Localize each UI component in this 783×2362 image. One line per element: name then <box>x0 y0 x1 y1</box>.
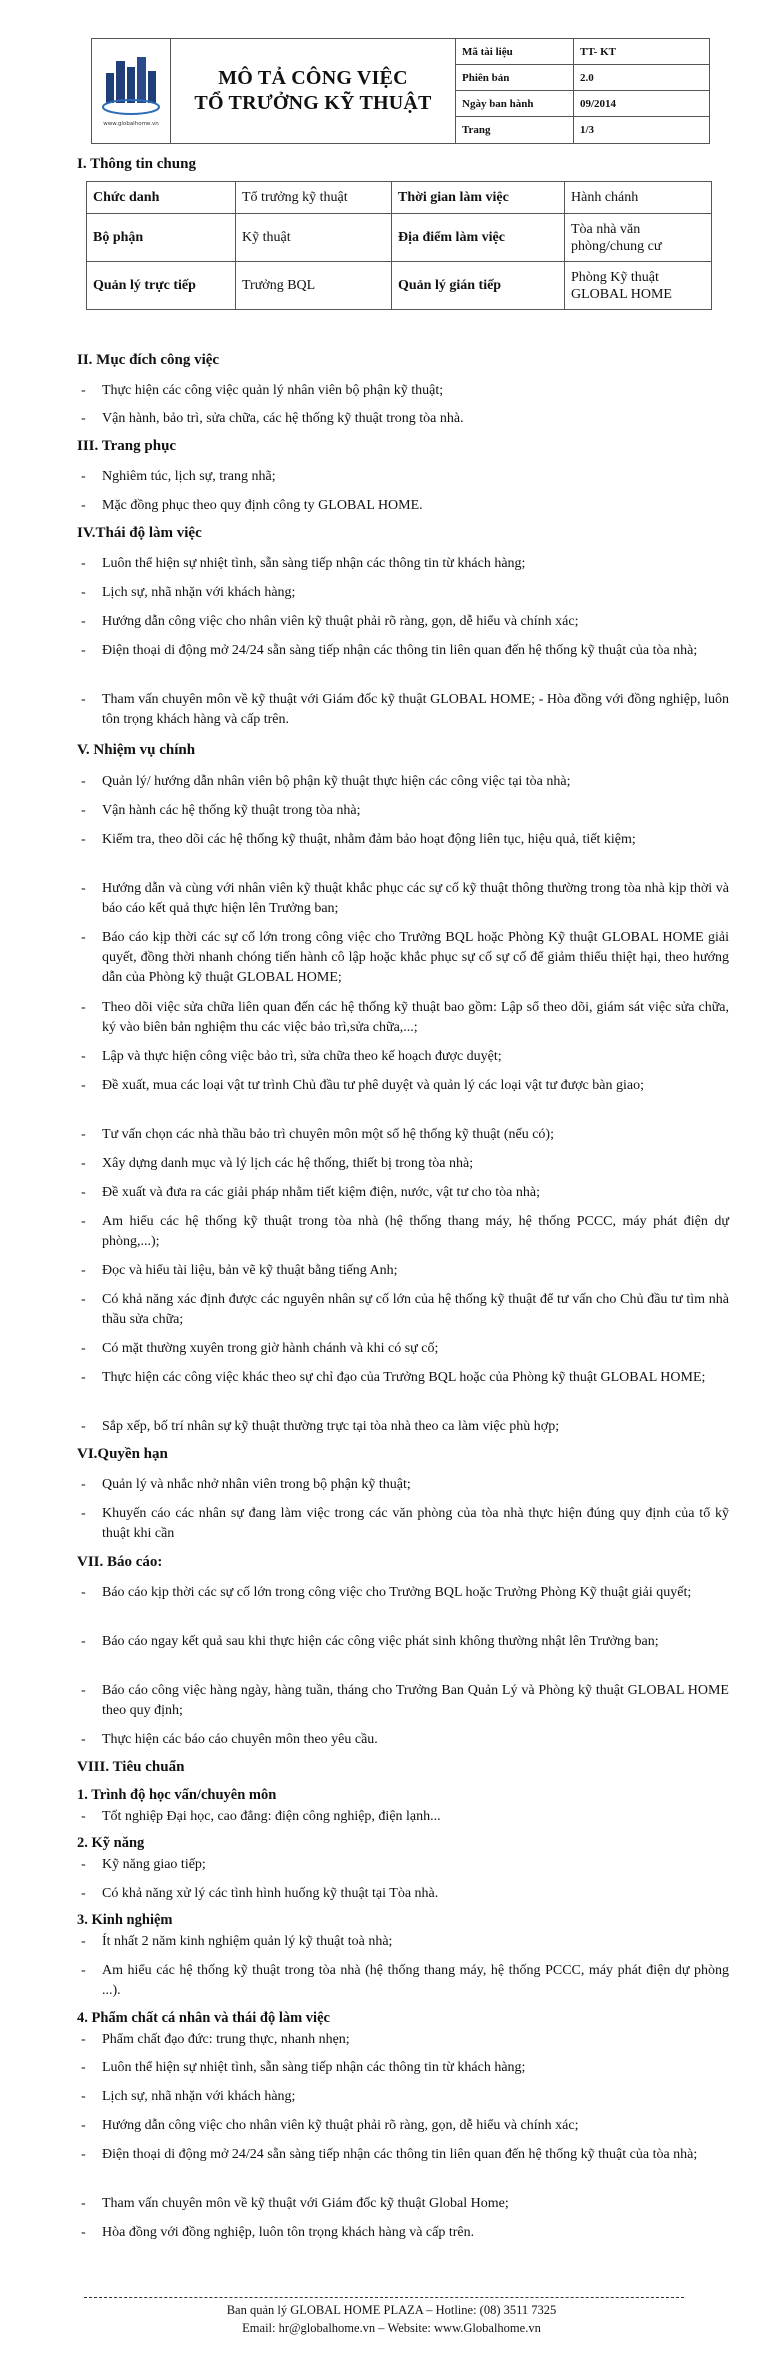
list-item: - Vận hành các hệ thống kỹ thuật trong tòa nhà; <box>81 803 361 818</box>
meta-value: TT- KT <box>574 39 709 65</box>
list-item: - Theo dõi việc sửa chữa liên quan đến các hệ thống kỹ thuật bao gồm: Lập sổ theo dõi, giám sát việc sửa chữa, ký vào biên bản nghiệm thu các việc bảo trì,sửa chữa,...; <box>81 1000 729 1035</box>
list-item: - Điện thoại di động mở 24/24 sẵn sàng tiếp nhận các thông tin liên quan đến hệ thống kỹ thuật của tòa nhà; <box>81 643 698 658</box>
footer-divider <box>84 2297 684 2298</box>
label-department: Bộ phận <box>87 214 236 262</box>
list-item: - Hướng dẫn công việc cho nhân viên kỹ thuật phải rõ ràng, gọn, dễ hiểu và chính xác; <box>81 614 579 629</box>
list-item: - Am hiểu các hệ thống kỹ thuật trong tòa nhà (hệ thống thang máy, hệ thống PCCC, máy phát điện dự phòng ...). <box>81 1963 729 1998</box>
standards-skills-title: 2. Kỹ năng <box>77 1835 145 1851</box>
list-item: - Đề xuất và đưa ra các giải pháp nhằm tiết kiệm điện, nước, vật tư cho tòa nhà; <box>81 1185 540 1200</box>
value-work-location: Tòa nhà văn phòng/chung cư <box>565 214 712 262</box>
meta-key: Trang <box>456 117 574 143</box>
document-meta-table <box>456 39 709 143</box>
document-header <box>91 38 710 144</box>
list-item: - Sắp xếp, bố trí nhân sự kỹ thuật thường trực tại tòa nhà theo ca làm việc phù hợp; <box>81 1419 560 1434</box>
svg-text:www.globalhome.vn: www.globalhome.vn <box>103 121 159 127</box>
company-logo <box>92 39 171 143</box>
list-item: - Có mặt thường xuyên trong giờ hành chánh và khi có sự cố; <box>81 1341 439 1356</box>
meta-value: 2.0 <box>574 65 709 91</box>
list-item: - Thực hiện các công việc khác theo sự chỉ đạo của Trưởng BQL hoặc của Phòng kỹ thuật GLOBAL HOME; <box>81 1370 706 1385</box>
footer-contact: Email: hr@globalhome.vn – Website: www.Globalhome.vn <box>242 2321 541 2335</box>
list-item: - Nghiêm túc, lịch sự, trang nhã; <box>81 469 276 484</box>
meta-key: Phiên bản <box>456 65 574 91</box>
label-work-location: Địa điểm làm việc <box>392 214 565 262</box>
general-info-table <box>86 181 712 310</box>
list-item: - Đọc và hiểu tài liệu, bản vẽ kỹ thuật bằng tiếng Anh; <box>81 1263 398 1278</box>
list-item: - Kỹ năng giao tiếp; <box>81 1857 206 1872</box>
list-item: - Am hiểu các hệ thống kỹ thuật trong tòa nhà (hệ thống thang máy, hệ thống PCCC, máy phát điện dự phòng,...); <box>81 1214 729 1249</box>
section-main-duties-title: V. Nhiệm vụ chính <box>77 742 196 758</box>
list-item: - Tư vấn chọn các nhà thầu bảo trì chuyên môn một số hệ thống kỹ thuật (nếu có); <box>81 1127 554 1142</box>
list-item: - Báo cáo ngay kết quả sau khi thực hiện các công việc phát sinh không thường nhật lên Trưởng ban; <box>81 1634 659 1649</box>
list-item: - Thực hiện các công việc quản lý nhân viên bộ phận kỹ thuật; <box>81 383 444 398</box>
list-item: - Luôn thể hiện sự nhiệt tình, sẵn sàng tiếp nhận các thông tin từ khách hàng; <box>81 556 526 571</box>
meta-key: Mã tài liệu <box>456 39 574 65</box>
list-item: - Xây dựng danh mục và lý lịch các hệ thống, thiết bị trong tòa nhà; <box>81 1156 474 1171</box>
title-line-1: MÔ TẢ CÔNG VIỆC <box>218 67 408 89</box>
label-working-time: Thời gian làm việc <box>392 182 565 214</box>
value-working-time: Hành chánh <box>565 182 712 214</box>
section-general-info-title: I. Thông tin chung <box>77 156 196 172</box>
document-title <box>171 39 456 143</box>
value-direct-manager: Trưởng BQL <box>236 262 392 310</box>
list-item: - Khuyến cáo các nhân sự đang làm việc trong các văn phòng của tòa nhà thực hiện đúng quy định của tổ kỹ thuật khi cần <box>81 1506 729 1541</box>
list-item: - Báo cáo kịp thời các sự cố lớn trong công việc cho Trưởng BQL hoặc Trưởng Phòng Kỹ thuật giải quyết; <box>81 1585 692 1600</box>
standards-personal-title: 4. Phẩm chất cá nhân và thái độ làm việc <box>77 2010 330 2026</box>
label-indirect-manager: Quản lý gián tiếp <box>392 262 565 310</box>
value-job-title: Tổ trưởng kỹ thuật <box>236 182 392 214</box>
list-item: - Hướng dẫn công việc cho nhân viên kỹ thuật phải rõ ràng, gọn, dễ hiểu và chính xác; <box>81 2118 579 2133</box>
list-item: - Tham vấn chuyên môn về kỹ thuật với Giám đốc kỹ thuật Global Home; <box>81 2196 509 2211</box>
list-item: - Có khả năng xử lý các tình hình huống kỹ thuật tại Tòa nhà. <box>81 1886 439 1901</box>
list-item: - Thực hiện các báo cáo chuyên môn theo yêu cầu. <box>81 1732 378 1747</box>
list-item: - Luôn thể hiện sự nhiệt tình, sẵn sàng tiếp nhận các thông tin từ khách hàng; <box>81 2060 526 2075</box>
list-item: - Có khả năng xác định được các nguyên nhân sự cố lớn của hệ thống kỹ thuật để tư vấn cho Chủ đầu tư tìm nhà thầu sửa chữa; <box>81 1292 729 1327</box>
list-item: - Hòa đồng với đồng nghiệp, luôn tôn trọng khách hàng và cấp trên. <box>81 2225 475 2240</box>
section-attitude-title: IV.Thái độ làm việc <box>77 525 202 541</box>
meta-value: 1/3 <box>580 124 595 136</box>
building-logo-icon <box>98 51 164 131</box>
list-item: - Đề xuất, mua các loại vật tư trình Chủ đầu tư phê duyệt và quản lý các loại vật tư được bàn giao; <box>81 1078 644 1093</box>
meta-key: Ngày ban hành <box>456 91 574 117</box>
standards-experience-title: 3. Kinh nghiệm <box>77 1912 173 1928</box>
value-department: Kỹ thuật <box>236 214 392 262</box>
list-item: - Tham vấn chuyên môn về kỹ thuật với Giám đốc kỹ thuật GLOBAL HOME; - Hòa đồng với đồng nghiệp, luôn tôn trọng khách hàng và cấp trên. <box>81 692 729 727</box>
list-item: - Hướng dẫn và cùng với nhân viên kỹ thuật khắc phục các sự cố kỹ thuật thông thường trong tòa nhà kịp thời và báo cáo kết quả thực hiện lên Trưởng ban; <box>81 881 729 916</box>
list-item: - Ít nhất 2 năm kinh nghiệm quản lý kỹ thuật toà nhà; <box>81 1934 393 1949</box>
list-item: - Vận hành, bảo trì, sửa chữa, các hệ thống kỹ thuật trong tòa nhà. <box>81 411 464 426</box>
list-item: - Quản lý/ hướng dẫn nhân viên bộ phận kỹ thuật thực hiện các công việc tại tòa nhà; <box>81 774 571 789</box>
list-item: - Lịch sự, nhã nhặn với khách hàng; <box>81 2089 296 2104</box>
list-item: - Mặc đồng phục theo quy định công ty GLOBAL HOME. <box>81 498 423 513</box>
list-item: - Lịch sự, nhã nhặn với khách hàng; <box>81 585 296 600</box>
list-item: - Tốt nghiệp Đại học, cao đẳng: điện công nghiệp, điện lạnh... <box>81 1809 441 1824</box>
section-authority-title: VI.Quyền hạn <box>77 1446 168 1462</box>
label-job-title: Chức danh <box>87 182 236 214</box>
list-item: - Phẩm chất đạo đức: trung thực, nhanh nhẹn; <box>81 2032 350 2047</box>
section-purpose-title: II. Mục đích công việc <box>77 352 220 368</box>
list-item: - Quản lý và nhắc nhở nhân viên trong bộ phận kỹ thuật; <box>81 1477 411 1492</box>
value-indirect-manager: Phòng Kỹ thuật GLOBAL HOME <box>565 262 712 310</box>
list-item: - Điện thoại di động mở 24/24 sẵn sàng tiếp nhận các thông tin liên quan đến hệ thống kỹ thuật của tòa nhà; <box>81 2147 698 2162</box>
meta-value: 09/2014 <box>574 91 709 117</box>
standards-education-title: 1. Trình độ học vấn/chuyên môn <box>77 1787 277 1803</box>
section-standards-title: VIII. Tiêu chuẩn <box>77 1759 185 1775</box>
list-item: - Báo cáo công việc hàng ngày, hàng tuần, tháng cho Trưởng Ban Quản Lý và Phòng kỹ thuật GLOBAL HOME theo quy định; <box>81 1683 729 1718</box>
label-direct-manager: Quản lý trực tiếp <box>87 262 236 310</box>
list-item: - Báo cáo kịp thời các sự cố lớn trong công việc cho Trưởng BQL hoặc Phòng Kỹ thuật GLOBAL HOME giải quyết, đồng thời nhanh chóng tiến hành cô lập hoặc khắc phục sự cố sự cố để giảm thiểu thiệt hại, theo hướng dẫn của Phòng kỹ thuật GLOBAL HOME; <box>81 930 729 985</box>
list-item: - Kiểm tra, theo dõi các hệ thống kỹ thuật, nhằm đảm bảo hoạt động liên tục, hiệu quả, tiết kiệm; <box>81 832 636 847</box>
footer-hotline: Ban quản lý GLOBAL HOME PLAZA – Hotline: (08) 3511 7325 <box>226 2303 557 2317</box>
title-line-2: TỔ TRƯỞNG KỸ THUẬT <box>194 92 432 114</box>
section-dress-title: III. Trang phục <box>77 438 177 454</box>
section-reporting-title: VII. Báo cáo: <box>77 1554 163 1570</box>
list-item: - Lập và thực hiện công việc bảo trì, sửa chữa theo kế hoạch được duyệt; <box>81 1049 502 1064</box>
